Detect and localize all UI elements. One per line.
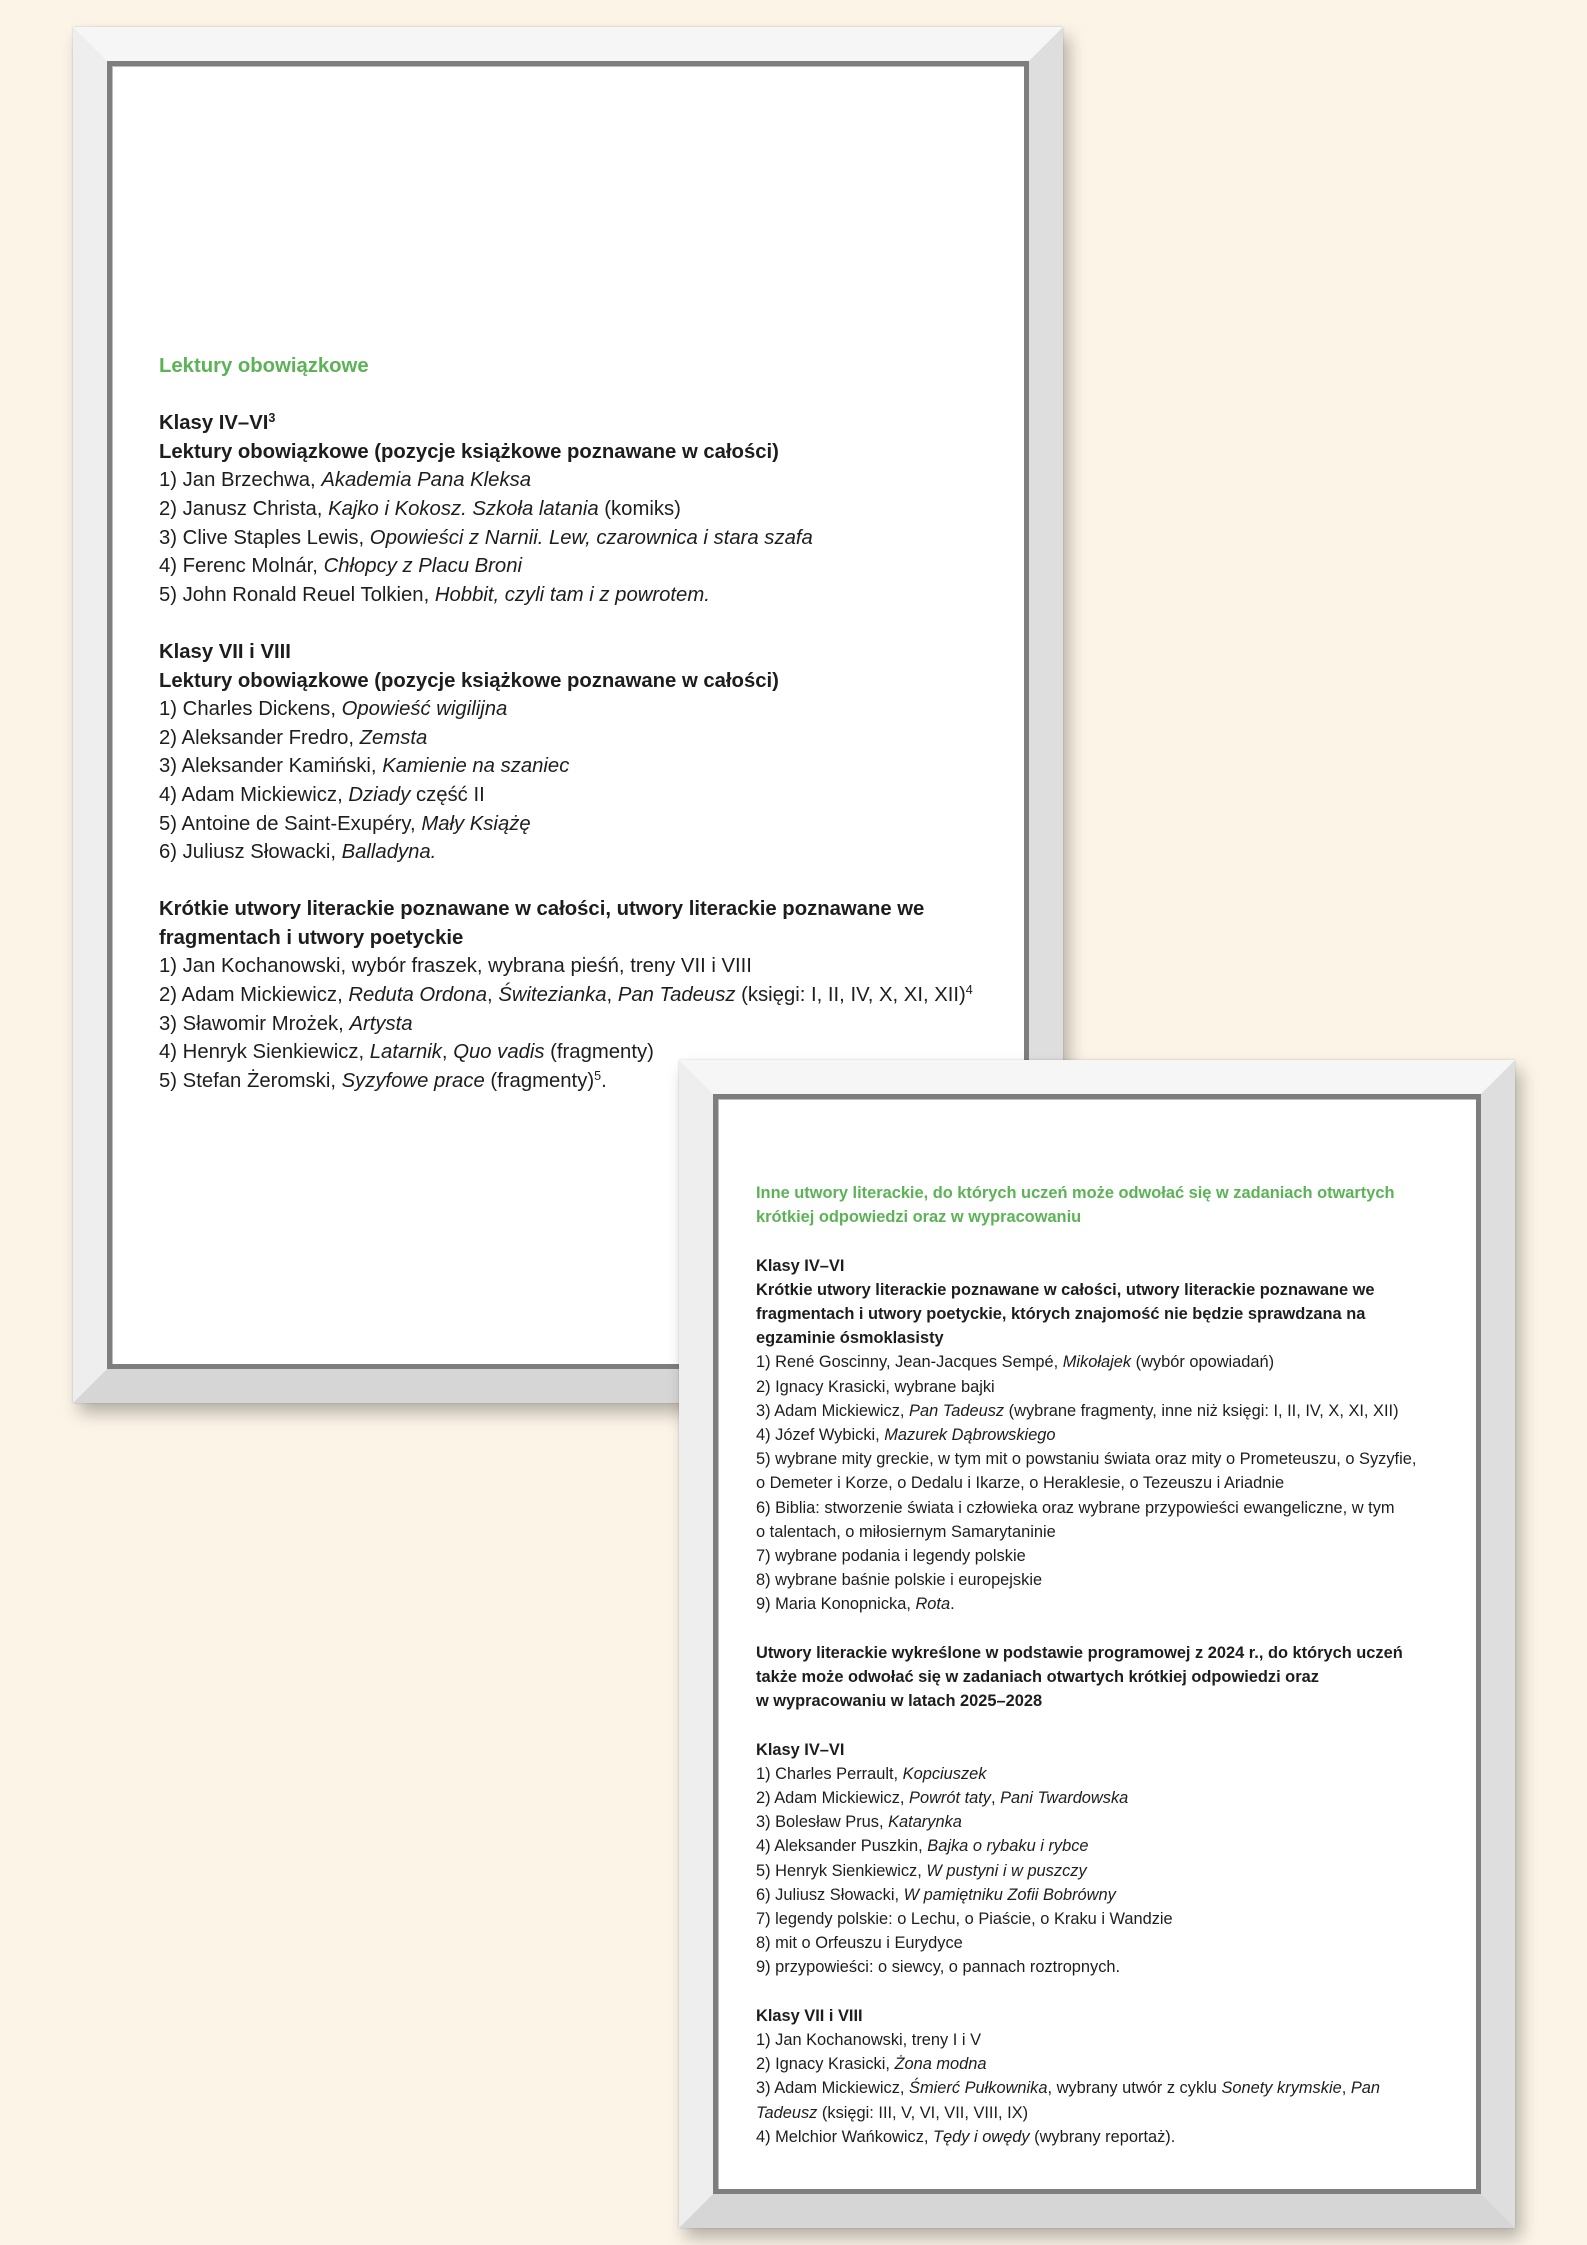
section-title: Lektury obowiązkowe	[159, 355, 369, 377]
list-item: 5) wybrane mity greckie, w tym mit o powstaniu świata oraz mity o Prometeuszu, o Syzyfie,	[756, 1450, 1417, 1469]
list-item: 8) wybrane baśnie polskie i europejskie	[756, 1571, 1043, 1590]
list-item: 2) Ignacy Krasicki, Żona modna	[756, 2055, 987, 2074]
class-heading-iv-vi: Klasy IV–VI	[756, 1256, 845, 1275]
page-2-content	[756, 1181, 1450, 2149]
list-item: 4) Józef Wybicki, Mazurek Dąbrowskiego	[756, 1426, 1056, 1445]
list-subtitle: Krótkie utwory literackie poznawane w całości, utwory literackie poznawane we fragmentach i utwory poetyckie, których znajomość nie będzie sprawdzana na egzaminie ósmoklasisty	[756, 1280, 1375, 1348]
list-item: 6) Juliusz Słowacki, Balladyna.	[159, 841, 437, 864]
list-item: 3) Aleksander Kamiński, Kamienie na szaniec	[159, 755, 570, 778]
class-heading-vii-viii: Klasy VII i VIII	[756, 2006, 863, 2025]
list-item: 5) Henryk Sienkiewicz, W pustyni i w puszczy	[756, 1861, 1087, 1880]
list-item: 3) Bolesław Prus, Katarynka	[756, 1813, 962, 1832]
class-heading-iv-vi: Klasy $IV-VI^3$	[159, 411, 276, 435]
list-item: 2) Aleksander Fredro, Zemsta	[159, 726, 428, 749]
list-subtitle: Lektury obowiązkowe (pozycje książkowe poznawane w całości)	[159, 669, 779, 692]
list-item: 1) Charles Perrault, Kopciuszek	[756, 1764, 987, 1783]
section-title: Inne utwory literackie, do których uczeń może odwołać się w zadaniach otwartych krótkiej odpowiedzi oraz w wypracowaniu	[756, 1184, 1395, 1227]
footnote-mark: 3	[268, 411, 276, 426]
list-item: 4) Adam Mickiewicz, Dziady część II	[159, 783, 485, 806]
list-item: 5) John Ronald Reuel Tolkien, Hobbit, czyli tam i z powrotem.	[159, 583, 710, 606]
list-item: 8) mit o Orfeuszu i Eurydyce	[756, 1934, 963, 1953]
short-works-heading-line-2: fragmentach i utwory poetyckie	[159, 926, 464, 949]
list-item: 1) Jan Kochanowski, wybór fraszek, wybrana pieśń, treny VII i VIII	[159, 955, 752, 978]
footnote-mark: 4	[965, 983, 973, 998]
short-works-heading-line-1: Krótkie utwory literackie poznawane w całości, utwory literackie poznawane we	[159, 898, 925, 921]
list-item: 1) René Goscinny, Jean-Jacques Sempé, Mikołajek (wybór opowiadań)	[756, 1353, 1275, 1372]
list-item-continuation: o Demeter i Korze, o Dedalu i Ikarze, o Heraklesie, o Tezeuszu i Ariadnie	[756, 1474, 1285, 1493]
list-item: 3) Adam Mickiewicz, Pan Tadeusz (wybrane fragmenty, inne niż księgi: I, II, IV, X, XI, XII)	[756, 1401, 1399, 1420]
list-item: 4) Aleksander Puszkin, Bajka o rybaku i rybce	[756, 1837, 1089, 1856]
list-item: 1) Jan Kochanowski, treny I i V	[756, 2031, 982, 2050]
list-item-continuation: Tadeusz (księgi: III, V, VI, VII, VIII, IX)	[756, 2103, 1029, 2122]
removed-works-heading: Utwory literackie wykreślone w podstawie programowej z 2024 r., do których uczeń także może odwołać się w zadaniach otwartych krótkiej odpowiedzi oraz w wypracowaniu w latach 2025–2028	[756, 1643, 1403, 1711]
list-item: 9) przypowieści: o siewcy, o pannach roztropnych.	[756, 1958, 1121, 1977]
list-item-continuation: o talentach, o miłosiernym Samarytaninie	[756, 1522, 1056, 1541]
list-item: 5) Antoine de Saint-Exupéry, Mały Książę	[159, 812, 531, 835]
list-item: 6) Juliusz Słowacki, W pamiętniku Zofii Bobrówny	[756, 1885, 1116, 1904]
class-heading-vii-viii: Klasy VII i VIII	[159, 640, 291, 663]
list-item: 2) Ignacy Krasicki, wybrane bajki	[756, 1377, 995, 1396]
list-item: 3) Adam Mickiewicz, Śmierć Pułkownika, wybrany utwór z cyklu Sonety krymskie, Pan	[756, 2079, 1380, 2098]
list-item: 4) Henryk Sienkiewicz, Latarnik, Quo vadis (fragmenty)	[159, 1041, 654, 1064]
list-item: 7) legendy polskie: o Lechu, o Piaście, o Kraku i Wandzie	[756, 1910, 1173, 1929]
list-item: 6) Biblia: stworzenie świata i człowieka oraz wybrane przypowieści ewangeliczne, w tym	[756, 1498, 1395, 1517]
page-frame-2	[679, 1060, 1515, 2228]
list-item: 2) Adam Mickiewicz, Reduta Ordona, Świtezianka, Pan Tadeusz (księgi: I, II, IV, X, XI, XII)$^4$	[159, 983, 973, 1007]
list-item: 3) Clive Staples Lewis, Opowieści z Narnii. Lew, czarownica i stara szafa	[159, 526, 813, 549]
class-heading-iv-vi: Klasy IV–VI	[756, 1740, 845, 1759]
list-item: 4) Ferenc Molnár, Chłopcy z Placu Broni	[159, 555, 522, 578]
list-item: 1) Jan Brzechwa, Akademia Pana Kleksa	[159, 469, 532, 492]
list-item: 5) Stefan Żeromski, Syzyfowe prace (fragmenty)$^5$.	[159, 1068, 607, 1092]
list-item: 9) Maria Konopnicka, Rota.	[756, 1595, 955, 1614]
footnote-mark: 5	[594, 1068, 602, 1083]
list-item: 3) Sławomir Mrożek, Artysta	[159, 1012, 413, 1035]
list-item: 4) Melchior Wańkowicz, Tędy i owędy (wybrany reportaż).	[756, 2127, 1176, 2146]
list-item: 1) Charles Dickens, Opowieść wigilijna	[159, 698, 508, 721]
list-item: 7) wybrane podania i legendy polskie	[756, 1547, 1026, 1566]
list-subtitle: Lektury obowiązkowe (pozycje książkowe poznawane w całości)	[159, 440, 779, 463]
list-item: 2) Janusz Christa, Kajko i Kokosz. Szkoła latania (komiks)	[159, 497, 681, 520]
list-item: 2) Adam Mickiewicz, Powrót taty, Pani Twardowska	[756, 1789, 1129, 1808]
page-1-content	[159, 352, 994, 1095]
document-page-2	[713, 1094, 1481, 2194]
